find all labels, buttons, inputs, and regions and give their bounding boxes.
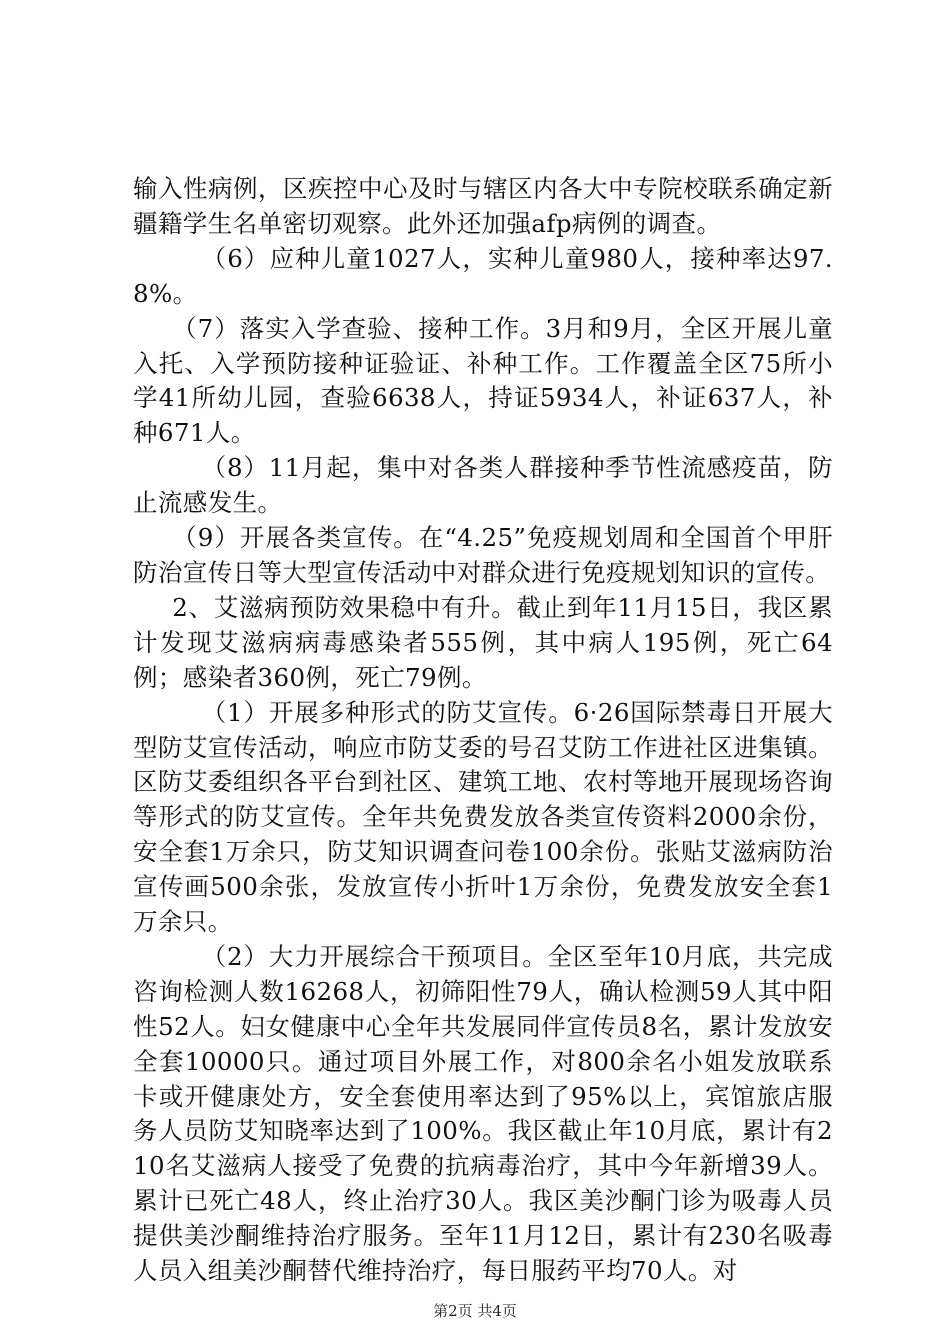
paragraph-item-7: （7）落实入学查验、接种工作。3月和9月，全区开展儿童入托、入学预防接种证验证、补种工作。工作覆盖全区75所小学41所幼儿园，查验6638人，持证5934人，补证637人，补种671人。 [133,313,833,448]
paragraph-subitem-1: （1）开展多种形式的防艾宣传。6·26国际禁毒日开展大型防艾宣传活动，响应市防艾委的号召艾防工作进社区进集镇。区防艾委组织各平台到社区、建筑工地、农村等地开展现场咨询等形式的防艾宣传。全年共免费发放各类宣传资料2000余份，安全套1万余只，防艾知识调查问卷100余份。张贴艾滋病防治宣传画500余张，发放宣传小折叶1万余份，免费发放安全套1万余只。 [133,697,833,937]
paragraph-section-2: 2、艾滋病预防效果稳中有升。截止到年11月15日，我区累计发现艾滋病病毒感染者555例，其中病人195例，死亡64例；感染者360例，死亡79例。 [133,592,833,692]
paragraph-subitem-2: （2）大力开展综合干预项目。全区至年10月底，共完成咨询检测人数16268人，初筛阳性79人，确认检测59人其中阳性52人。妇女健康中心全年共发展同伴宣传员8名，累计发放安全套10000只。通过项目外展工作，对800余名小姐发放联系卡或开健康处方，安全套使用率达到了95%以上，宾馆旅店服务人员防艾知晓率达到了100%。我区截止年10月底，累计有210名艾滋病人接受了免费的抗病毒治疗，其中今年新增39人。累计已死亡48人，终止治疗30人。我区美沙酮门诊为吸毒人员提供美沙酮维持治疗服务。至年11月12日，累计有230名吸毒人员入组美沙酮替代维持治疗，每日服药平均70人。对 [133,941,833,1286]
paragraph-item-6: （6）应种儿童1027人，实种儿童980人，接种率达97.8%。 [133,243,833,308]
document-body [133,172,833,1289]
page-footer: 第2页 共4页 [433,1302,517,1320]
paragraph-item-8: （8）11月起，集中对各类人群接种季节性流感疫苗，防止流感发生。 [133,453,833,518]
paragraph-item-9: （9）开展各类宣传。在“4.25”免疫规划周和全国首个甲肝防治宣传日等大型宣传活动中对群众进行免疫规划知识的宣传。 [133,523,833,587]
paragraph-afp-continuation: 输入性病例，区疾控中心及时与辖区内各大中专院校联系确定新疆籍学生名单密切观察。此外还加强afp病例的调查。 [133,174,833,238]
